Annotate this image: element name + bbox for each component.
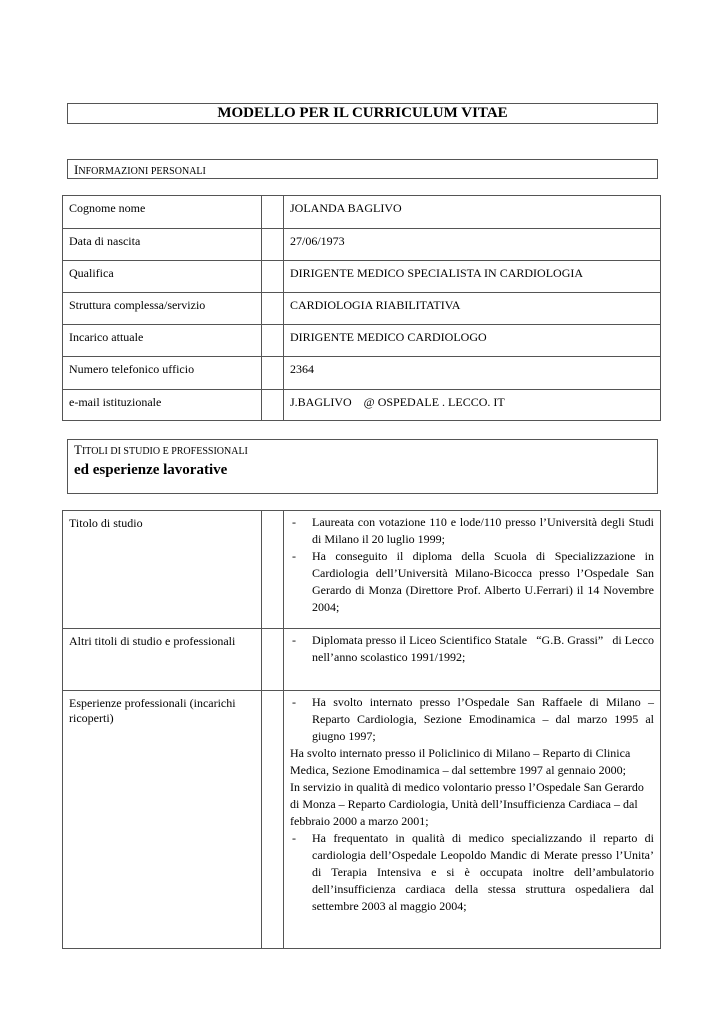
titles-table [62, 510, 661, 949]
row-label: Esperienze professionali (incarichi ricoperti) [63, 691, 262, 949]
list-item: - Diplomata presso il Liceo Scientifico Statale “G.B. Grassi” di Lecco nell’anno scolastico 1991/1992; [290, 632, 654, 666]
row-value: JOLANDA BAGLIVO [284, 196, 661, 229]
personal-info-table [62, 195, 661, 421]
row-label: Altri titoli di studio e professionali [63, 629, 262, 691]
row-spacer [262, 390, 284, 421]
table-row [63, 511, 661, 629]
row-spacer [262, 229, 284, 261]
row-spacer [262, 357, 284, 390]
list-item: In servizio in qualità di medico volontario presso l’Ospedale San Gerardo di Monza – Reparto Cardiologia, Unità dell’Insufficienza Cardiaca – dal febbraio 2000 a marzo 2001; [290, 780, 644, 828]
table-row [63, 261, 661, 293]
row-label: Cognome nome [63, 196, 262, 229]
document-title: MODELLO PER IL CURRICULUM VITAE [67, 103, 658, 124]
row-value: 27/06/1973 [284, 229, 661, 261]
table-row [63, 357, 661, 390]
row-label: Struttura complessa/servizio [63, 293, 262, 325]
list-item: - Ha svolto internato presso l’Ospedale San Raffaele di Milano – Reparto Cardiologia, Sezione Emodinamica – dal marzo 1995 al giugno 1997; [290, 694, 654, 745]
section-heading-rest: NFORMAZIONI PERSONALI [78, 166, 206, 177]
row-label: Incarico attuale [63, 325, 262, 357]
table-row [63, 325, 661, 357]
row-spacer [262, 691, 284, 949]
row-label: Numero telefonico ufficio [63, 357, 262, 390]
section-heading-initial: I [74, 162, 79, 177]
row-label: Titolo di studio [63, 511, 262, 629]
row-value: 2364 [284, 357, 661, 390]
row-label: Qualifica [63, 261, 262, 293]
row-value: DIRIGENTE MEDICO SPECIALISTA IN CARDIOLOGIA [284, 261, 661, 293]
row-label: e-mail istituzionale [63, 390, 262, 421]
list-item: - Laureata con votazione 110 e lode/110 presso l’Università degli Studi di Milano il 20 luglio 1999; [290, 514, 654, 548]
list-item: - Ha conseguito il diploma della Scuola di Specializzazione in Cardiologia dell’Università Milano-Bicocca presso l’Ospedale San Gerardo di Monza (Direttore Prof. Alberto U.Ferrari) il 14 Novembre 2004; [290, 548, 654, 616]
row-label: Data di nascita [63, 229, 262, 261]
table-row [63, 691, 661, 949]
row-value [284, 629, 661, 691]
row-spacer [262, 511, 284, 629]
row-spacer [262, 325, 284, 357]
table-row [63, 229, 661, 261]
row-spacer [262, 261, 284, 293]
row-spacer [262, 196, 284, 229]
table-row [63, 293, 661, 325]
section-heading-personal [67, 159, 658, 179]
row-value [284, 511, 661, 629]
row-spacer [262, 629, 284, 691]
row-value: DIRIGENTE MEDICO CARDIOLOGO [284, 325, 661, 357]
table-row [63, 196, 661, 229]
section-heading-initial: T [74, 442, 82, 457]
list-item: Ha svolto internato presso il Policlinico di Milano – Reparto di Clinica Medica, Sezione Emodinamica – dal settembre 1997 al gennaio 2000; [290, 746, 631, 777]
list-item: - Ha frequentato in qualità di medico specializzando il reparto di cardiologia dell’Ospedale Leopoldo Mandic di Merate presso l’Unita’ di Terapia Intensiva e si è occupata inoltre dell’ambulatorio dell’insufficienza cardiaca della stessa struttura ospedaliera dal settembre 2003 al maggio 2004; [290, 830, 654, 915]
row-value [284, 691, 661, 949]
section-heading-rest: ITOLI DI STUDIO E PROFESSIONALI [81, 446, 248, 457]
row-value: CARDIOLOGIA RIABILITATIVA [284, 293, 661, 325]
row-spacer [262, 293, 284, 325]
row-value: J.BAGLIVO @ OSPEDALE . LECCO. IT [284, 390, 661, 421]
table-row [63, 390, 661, 421]
table-row [63, 629, 661, 691]
section-heading-titles [67, 439, 658, 494]
section-subheading: ed esperienze lavorative [74, 462, 228, 478]
